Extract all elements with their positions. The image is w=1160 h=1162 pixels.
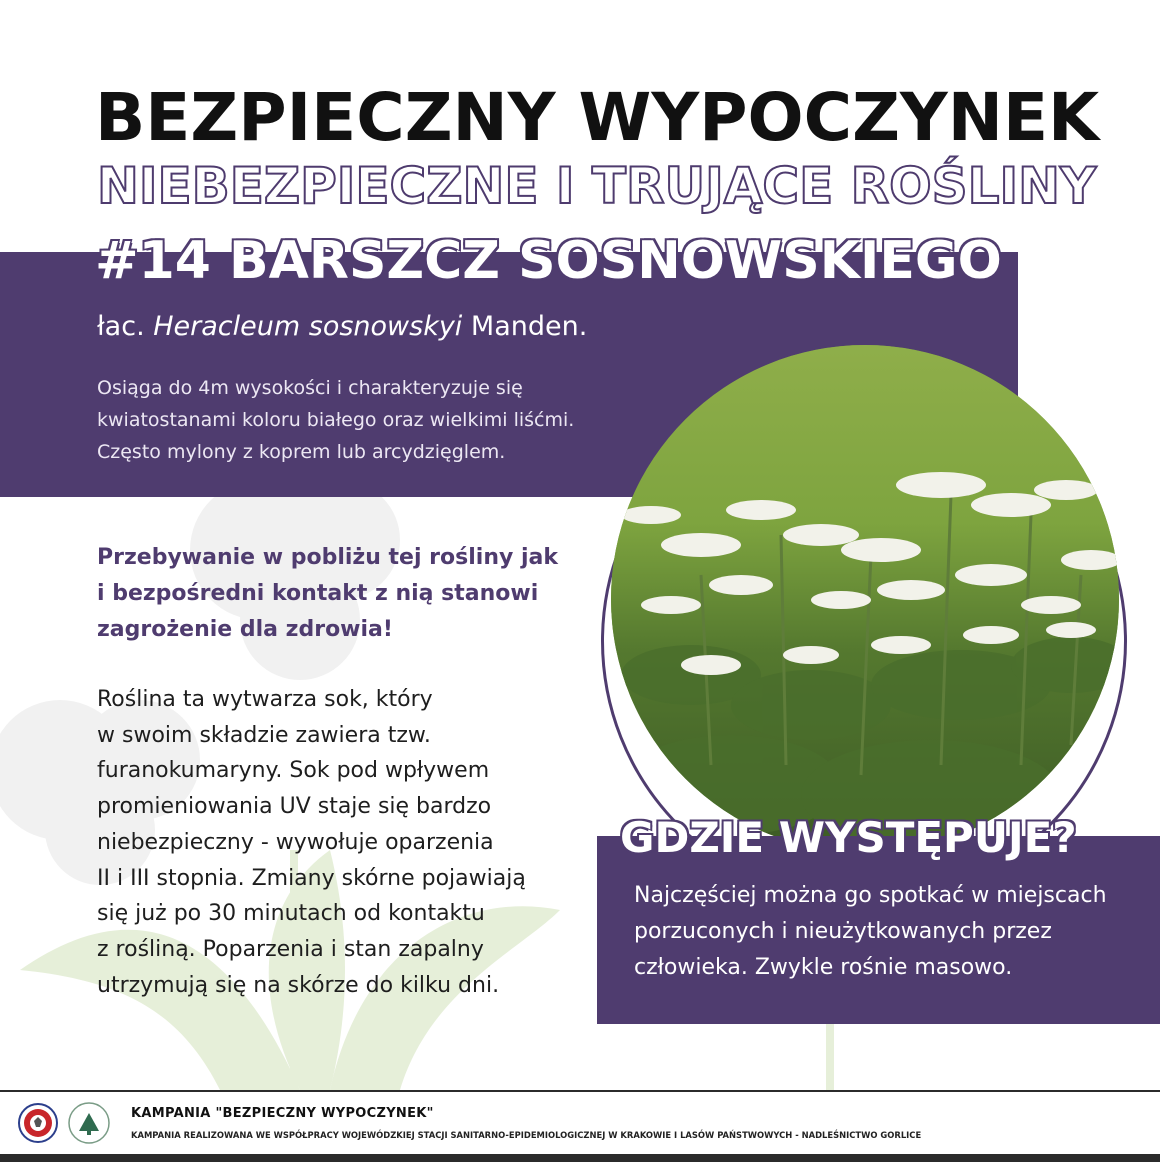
latin-prefix: łac. [97,311,145,342]
footer-bar [0,1154,1160,1162]
hogweed-photo [611,345,1119,853]
where-title: GDZIE WYSTĘPUJE? [620,813,1077,862]
warning-line: Przebywanie w pobliżu tej rośliny jak [97,545,559,570]
plant-title: #14 BARSZCZ SOSNOWSKIEGO [95,231,1002,291]
where-text [634,878,1134,986]
description-line: kwiatostanami koloru białego oraz wielkimi liśćmi. [97,409,575,431]
body-line: się już po 30 minutach od kontaktu [97,901,485,927]
campaign-title: BEZPIECZNY WYPOCZYNEK [95,79,1100,156]
campaign-subtitle: NIEBEZPIECZNE I TRUJĄCE ROŚLINY [97,157,1097,215]
footer-subtitle: KAMPANIA REALIZOWANA WE WSPÓŁPRACY WOJEWÓDZKIEJ STACJI SANITARNO-EPIDEMIOLOGICZNEJ W KRAKOWIE I LASÓW PAŃSTWOWYCH - NADLEŚNICTWO GORLICE [131,1130,922,1140]
body-line: w swoim składzie zawiera tzw. [97,722,431,748]
footer-title: KAMPANIA "BEZPIECZNY WYPOCZYNEK" [131,1106,434,1121]
description-line: Często mylony z koprem lub arcydzięglem. [97,441,506,463]
latin-author: Manden. [470,311,588,342]
body-line: niebezpieczny - wywołuje oparzenia [97,829,494,855]
plant-description [97,372,617,468]
warning-line: i bezpośredni kontakt z nią stanowi [97,581,539,606]
body-text [97,682,567,1003]
body-line: promieniowania UV staje się bardzo [97,794,492,820]
body-line: utrzymują się na skórze do kilku dni. [97,972,500,998]
where-line: porzuconych i nieużytkowanych przez [634,919,1052,944]
background-stem-right [790,1020,870,1090]
body-line: furanokumaryny. Sok pod wpływem [97,758,490,784]
body-line: Roślina ta wytwarza sok, który [97,687,433,712]
body-line: II i III stopnia. Zmiany skórne pojawiają [97,865,526,891]
latin-name-line [97,308,797,346]
health-warning [97,540,567,648]
where-line: człowieka. Zwykle rośnie masowo. [634,955,1013,980]
latin-name: Heracleum sosnowskyi [153,311,463,342]
footer-divider [0,1090,1160,1092]
where-line: Najczęściej można go spotkać w miejscach [634,883,1107,908]
body-line: z rośliną. Poparzenia i stan zapalny [97,936,484,962]
lasy-panstwowe-logo-icon [67,1101,111,1145]
sanepid-logo-icon [18,1103,58,1143]
warning-line: zagrożenie dla zdrowia! [97,617,393,642]
description-line: Osiąga do 4m wysokości i charakteryzuje się [97,377,523,399]
